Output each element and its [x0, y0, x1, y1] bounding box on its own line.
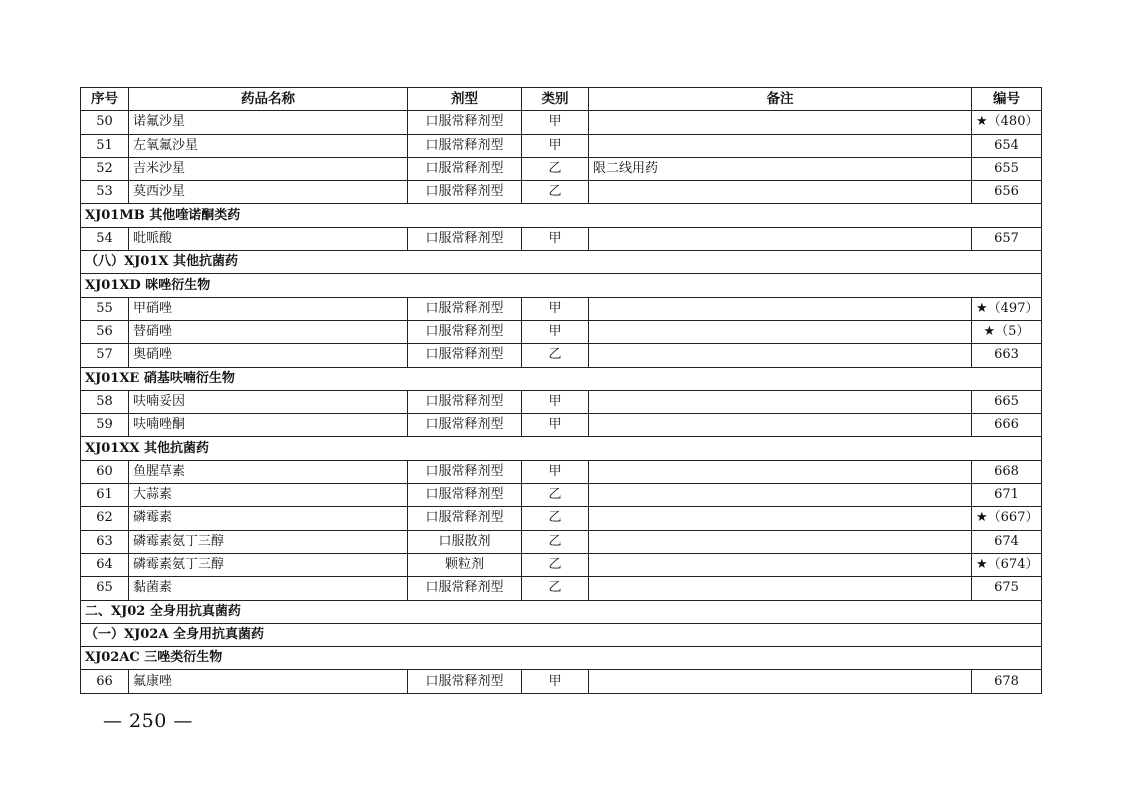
cell-code: ★（5） [972, 320, 1042, 343]
section-row [81, 204, 1042, 227]
cell-serial: 61 [81, 484, 129, 507]
header-category: 类别 [522, 88, 589, 111]
table-row [81, 344, 1042, 367]
cell-dosage-form: 口服散剂 [408, 530, 522, 553]
cell-code: 655 [972, 157, 1042, 180]
section-row [81, 251, 1042, 274]
cell-remarks: 限二线用药 [589, 157, 972, 180]
cell-serial: 54 [81, 227, 129, 250]
cell-remarks [589, 134, 972, 157]
section-title: XJ01XD 咪唑衍生物 [81, 274, 1042, 297]
cell-dosage-form: 口服常释剂型 [408, 670, 522, 693]
cell-remarks [589, 227, 972, 250]
cell-dosage-form: 颗粒剂 [408, 553, 522, 576]
cell-remarks [589, 484, 972, 507]
cell-dosage-form: 口服常释剂型 [408, 344, 522, 367]
cell-dosage-form: 口服常释剂型 [408, 297, 522, 320]
section-title: XJ01XE 硝基呋喃衍生物 [81, 367, 1042, 390]
table-row [81, 297, 1042, 320]
table-row [81, 507, 1042, 530]
cell-code: ★（480） [972, 111, 1042, 134]
cell-drug-name: 呋喃唑酮 [129, 414, 408, 437]
cell-remarks [589, 553, 972, 576]
cell-code: 654 [972, 134, 1042, 157]
table-body [81, 111, 1042, 693]
section-row [81, 274, 1042, 297]
cell-serial: 60 [81, 460, 129, 483]
header-remarks: 备注 [589, 88, 972, 111]
cell-serial: 51 [81, 134, 129, 157]
cell-category: 甲 [522, 460, 589, 483]
cell-code: ★（674） [972, 553, 1042, 576]
cell-dosage-form: 口服常释剂型 [408, 320, 522, 343]
section-title: XJ02AC 三唑类衍生物 [81, 647, 1042, 670]
cell-category: 甲 [522, 390, 589, 413]
cell-serial: 57 [81, 344, 129, 367]
cell-serial: 64 [81, 553, 129, 576]
cell-remarks [589, 530, 972, 553]
table-row [81, 553, 1042, 576]
cell-dosage-form: 口服常释剂型 [408, 227, 522, 250]
cell-drug-name: 鱼腥草素 [129, 460, 408, 483]
cell-dosage-form: 口服常释剂型 [408, 181, 522, 204]
cell-remarks [589, 320, 972, 343]
cell-code: 675 [972, 577, 1042, 600]
cell-drug-name: 左氧氟沙星 [129, 134, 408, 157]
cell-serial: 62 [81, 507, 129, 530]
cell-dosage-form: 口服常释剂型 [408, 460, 522, 483]
cell-remarks [589, 111, 972, 134]
cell-dosage-form: 口服常释剂型 [408, 577, 522, 600]
cell-drug-name: 磷霉素 [129, 507, 408, 530]
cell-dosage-form: 口服常释剂型 [408, 134, 522, 157]
header-drug-name: 药品名称 [129, 88, 408, 111]
cell-drug-name: 呋喃妥因 [129, 390, 408, 413]
drug-table [80, 87, 1042, 694]
cell-code: 665 [972, 390, 1042, 413]
cell-code: 656 [972, 181, 1042, 204]
table-row [81, 181, 1042, 204]
cell-drug-name: 磷霉素氨丁三醇 [129, 530, 408, 553]
table-row [81, 157, 1042, 180]
cell-drug-name: 莫西沙星 [129, 181, 408, 204]
cell-drug-name: 甲硝唑 [129, 297, 408, 320]
table-row [81, 577, 1042, 600]
cell-serial: 65 [81, 577, 129, 600]
cell-category: 甲 [522, 320, 589, 343]
cell-remarks [589, 670, 972, 693]
cell-category: 甲 [522, 670, 589, 693]
section-row [81, 367, 1042, 390]
section-row [81, 623, 1042, 646]
table-row [81, 414, 1042, 437]
cell-category: 乙 [522, 344, 589, 367]
cell-category: 乙 [522, 577, 589, 600]
cell-code: ★（667） [972, 507, 1042, 530]
cell-code: ★（497） [972, 297, 1042, 320]
cell-code: 674 [972, 530, 1042, 553]
header-code: 编号 [972, 88, 1042, 111]
cell-serial: 50 [81, 111, 129, 134]
header-serial: 序号 [81, 88, 129, 111]
cell-drug-name: 大蒜素 [129, 484, 408, 507]
header-dosage-form: 剂型 [408, 88, 522, 111]
section-title: 二、XJ02 全身用抗真菌药 [81, 600, 1042, 623]
cell-drug-name: 诺氟沙星 [129, 111, 408, 134]
table-row [81, 390, 1042, 413]
cell-drug-name: 黏菌素 [129, 577, 408, 600]
cell-code: 678 [972, 670, 1042, 693]
cell-code: 657 [972, 227, 1042, 250]
cell-code: 666 [972, 414, 1042, 437]
section-title: XJ01XX 其他抗菌药 [81, 437, 1042, 460]
cell-drug-name: 磷霉素氨丁三醇 [129, 553, 408, 576]
cell-serial: 66 [81, 670, 129, 693]
cell-remarks [589, 297, 972, 320]
cell-dosage-form: 口服常释剂型 [408, 414, 522, 437]
section-row [81, 647, 1042, 670]
cell-dosage-form: 口服常释剂型 [408, 111, 522, 134]
cell-category: 甲 [522, 134, 589, 157]
cell-category: 乙 [522, 530, 589, 553]
section-row [81, 600, 1042, 623]
cell-category: 乙 [522, 484, 589, 507]
cell-remarks [589, 460, 972, 483]
table-row [81, 320, 1042, 343]
cell-category: 甲 [522, 297, 589, 320]
cell-remarks [589, 181, 972, 204]
section-title: XJ01MB 其他喹诺酮类药 [81, 204, 1042, 227]
cell-serial: 55 [81, 297, 129, 320]
cell-serial: 52 [81, 157, 129, 180]
cell-remarks [589, 390, 972, 413]
page-number: — 250 — [103, 710, 193, 732]
cell-remarks [589, 414, 972, 437]
cell-remarks [589, 507, 972, 530]
table-row [81, 227, 1042, 250]
cell-drug-name: 吉米沙星 [129, 157, 408, 180]
cell-category: 乙 [522, 181, 589, 204]
table-row [81, 484, 1042, 507]
section-row [81, 437, 1042, 460]
cell-category: 乙 [522, 157, 589, 180]
table-row [81, 530, 1042, 553]
cell-category: 乙 [522, 553, 589, 576]
cell-serial: 56 [81, 320, 129, 343]
table-row [81, 134, 1042, 157]
table-header-row [81, 88, 1042, 111]
cell-category: 甲 [522, 414, 589, 437]
cell-remarks [589, 344, 972, 367]
cell-dosage-form: 口服常释剂型 [408, 484, 522, 507]
cell-serial: 63 [81, 530, 129, 553]
cell-drug-name: 奥硝唑 [129, 344, 408, 367]
table-row [81, 670, 1042, 693]
cell-category: 甲 [522, 227, 589, 250]
cell-serial: 59 [81, 414, 129, 437]
cell-serial: 58 [81, 390, 129, 413]
cell-drug-name: 替硝唑 [129, 320, 408, 343]
cell-dosage-form: 口服常释剂型 [408, 390, 522, 413]
cell-drug-name: 氟康唑 [129, 670, 408, 693]
cell-code: 668 [972, 460, 1042, 483]
cell-drug-name: 吡哌酸 [129, 227, 408, 250]
cell-category: 甲 [522, 111, 589, 134]
table-row [81, 111, 1042, 134]
section-title: （八）XJ01X 其他抗菌药 [81, 251, 1042, 274]
cell-remarks [589, 577, 972, 600]
cell-category: 乙 [522, 507, 589, 530]
cell-dosage-form: 口服常释剂型 [408, 157, 522, 180]
cell-dosage-form: 口服常释剂型 [408, 507, 522, 530]
cell-code: 671 [972, 484, 1042, 507]
cell-serial: 53 [81, 181, 129, 204]
cell-code: 663 [972, 344, 1042, 367]
section-title: （一）XJ02A 全身用抗真菌药 [81, 623, 1042, 646]
table-row [81, 460, 1042, 483]
